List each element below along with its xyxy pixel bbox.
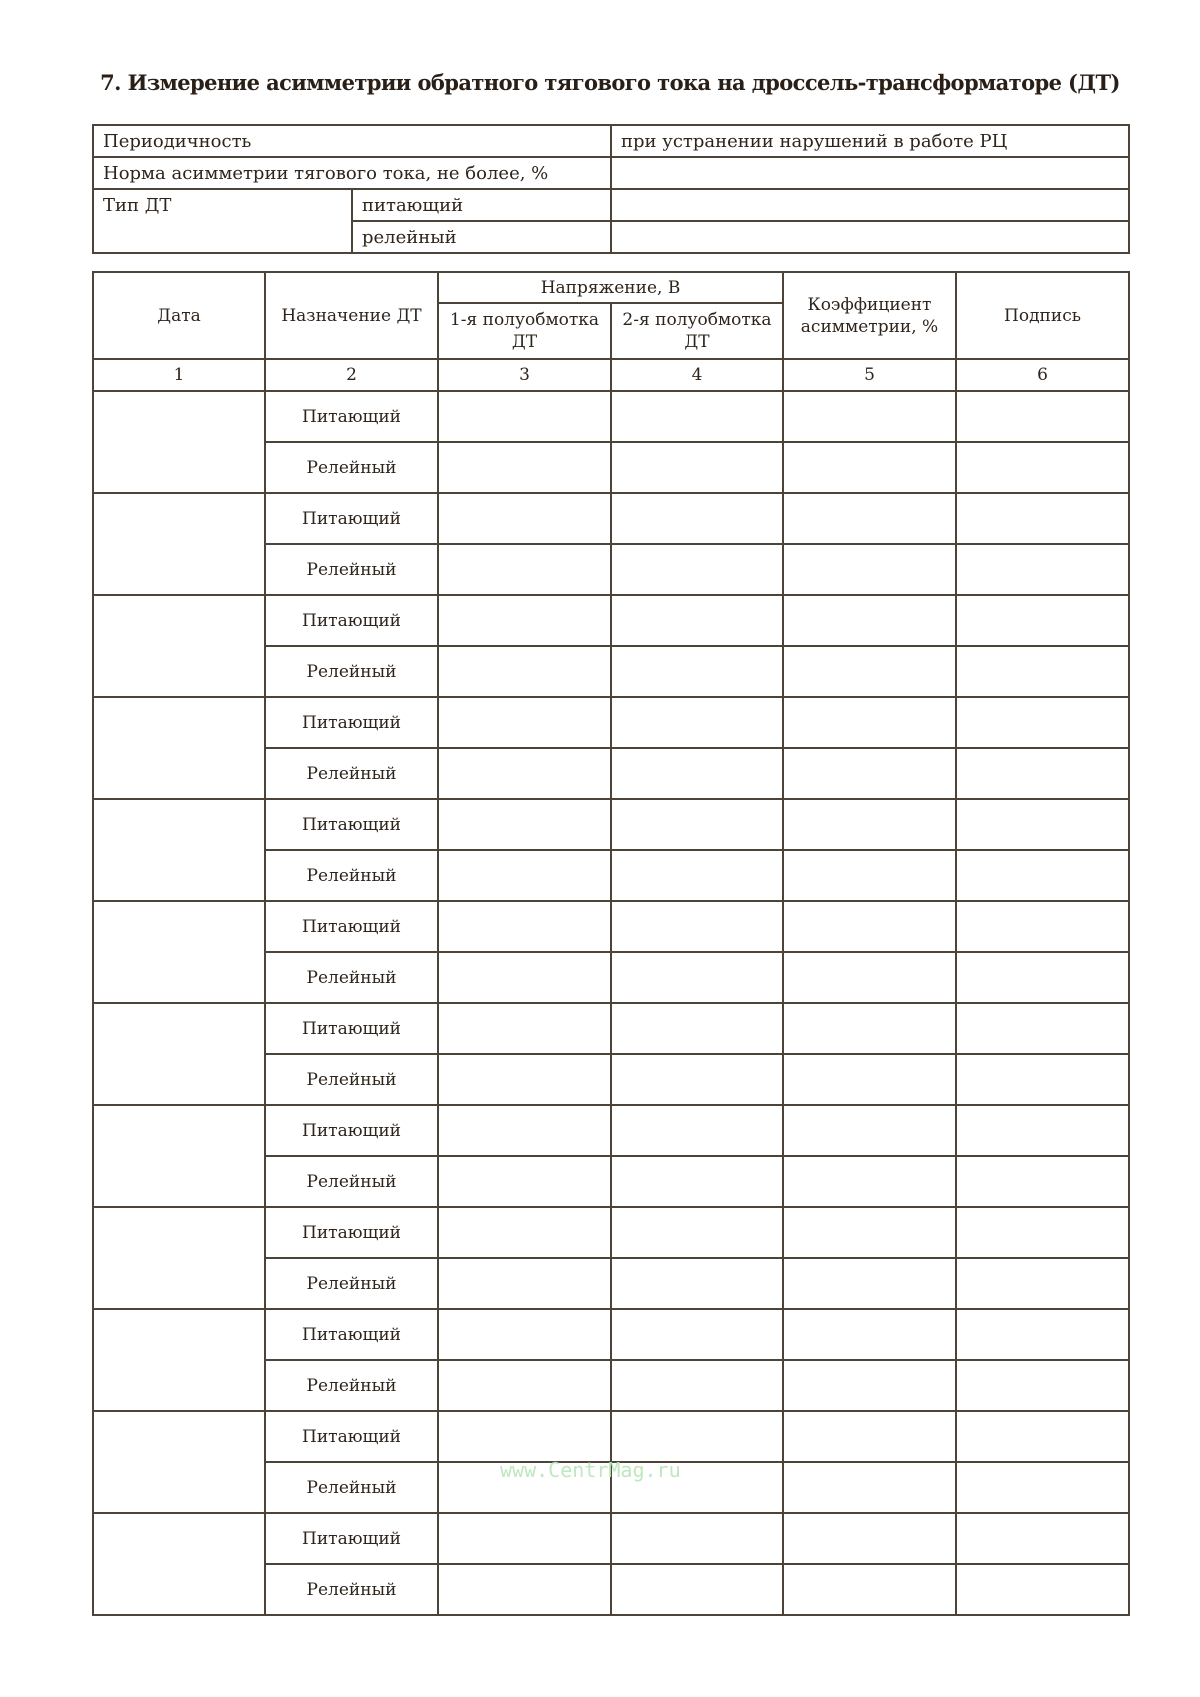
type-supply-row xyxy=(93,189,1129,221)
column-number: 5 xyxy=(783,359,956,391)
table-row xyxy=(93,799,1129,850)
norm-value[interactable] xyxy=(611,157,1129,189)
column-number: 4 xyxy=(611,359,783,391)
half2-voltage-cell[interactable] xyxy=(611,1564,783,1615)
periodicity-label: Периодичность xyxy=(93,125,611,157)
coefficient-cell[interactable] xyxy=(783,799,956,850)
purpose-supply: Питающий xyxy=(265,1207,438,1258)
signature-cell[interactable] xyxy=(956,646,1129,697)
half1-voltage-cell[interactable] xyxy=(438,799,611,850)
coefficient-cell[interactable] xyxy=(783,1564,956,1615)
purpose-relay: Релейный xyxy=(265,850,438,901)
purpose-relay: Релейный xyxy=(265,1258,438,1309)
half1-voltage-cell[interactable] xyxy=(438,1105,611,1156)
half2-voltage-cell[interactable] xyxy=(611,493,783,544)
purpose-supply: Питающий xyxy=(265,595,438,646)
half1-voltage-cell[interactable] xyxy=(438,1309,611,1360)
half1-voltage-cell[interactable] xyxy=(438,1513,611,1564)
purpose-relay: Релейный xyxy=(265,442,438,493)
half2-voltage-cell[interactable] xyxy=(611,1411,783,1462)
signature-cell[interactable] xyxy=(956,1411,1129,1462)
half2-voltage-cell[interactable] xyxy=(611,748,783,799)
purpose-relay: Релейный xyxy=(265,748,438,799)
column-number: 6 xyxy=(956,359,1129,391)
half1-voltage-cell[interactable] xyxy=(438,850,611,901)
header-half2: 2-я полуобмотка ДТ xyxy=(611,303,783,359)
purpose-relay: Релейный xyxy=(265,1054,438,1105)
type-label: Тип ДТ xyxy=(93,189,352,253)
date-cell[interactable] xyxy=(93,493,265,595)
date-cell[interactable] xyxy=(93,391,265,493)
periodicity-row xyxy=(93,125,1129,157)
half1-voltage-cell[interactable] xyxy=(438,1054,611,1105)
half2-voltage-cell[interactable] xyxy=(611,1207,783,1258)
table-row xyxy=(93,493,1129,544)
half2-voltage-cell[interactable] xyxy=(611,595,783,646)
header-coefficient: Коэффициент асимметрии, % xyxy=(783,272,956,359)
half1-voltage-cell[interactable] xyxy=(438,1411,611,1462)
date-cell[interactable] xyxy=(93,1207,265,1309)
signature-cell[interactable] xyxy=(956,799,1129,850)
signature-cell[interactable] xyxy=(956,1054,1129,1105)
date-cell[interactable] xyxy=(93,1309,265,1411)
half1-voltage-cell[interactable] xyxy=(438,748,611,799)
half1-voltage-cell[interactable] xyxy=(438,1258,611,1309)
half2-voltage-cell[interactable] xyxy=(611,850,783,901)
table-row xyxy=(93,697,1129,748)
table-row xyxy=(93,595,1129,646)
coefficient-cell[interactable] xyxy=(783,1462,956,1513)
coefficient-cell[interactable] xyxy=(783,1309,956,1360)
purpose-supply: Питающий xyxy=(265,1411,438,1462)
measurement-log-table xyxy=(92,271,1130,1616)
coefficient-cell[interactable] xyxy=(783,1513,956,1564)
signature-cell[interactable] xyxy=(956,1462,1129,1513)
purpose-relay: Релейный xyxy=(265,1462,438,1513)
coefficient-cell[interactable] xyxy=(783,1258,956,1309)
coefficient-cell[interactable] xyxy=(783,391,956,442)
type-relay-value[interactable] xyxy=(611,221,1129,253)
half2-voltage-cell[interactable] xyxy=(611,544,783,595)
header-voltage: Напряжение, В xyxy=(438,272,783,303)
table-row xyxy=(93,901,1129,952)
date-cell[interactable] xyxy=(93,1105,265,1207)
half1-voltage-cell[interactable] xyxy=(438,1156,611,1207)
purpose-relay: Релейный xyxy=(265,952,438,1003)
purpose-relay: Релейный xyxy=(265,646,438,697)
coefficient-cell[interactable] xyxy=(783,850,956,901)
half2-voltage-cell[interactable] xyxy=(611,1003,783,1054)
half1-voltage-cell[interactable] xyxy=(438,1564,611,1615)
purpose-supply: Питающий xyxy=(265,391,438,442)
purpose-supply: Питающий xyxy=(265,1105,438,1156)
column-number-row xyxy=(93,359,1129,391)
signature-cell[interactable] xyxy=(956,952,1129,1003)
coefficient-cell[interactable] xyxy=(783,595,956,646)
signature-cell[interactable] xyxy=(956,544,1129,595)
signature-cell[interactable] xyxy=(956,901,1129,952)
table-row xyxy=(93,1207,1129,1258)
purpose-supply: Питающий xyxy=(265,1309,438,1360)
signature-cell[interactable] xyxy=(956,1309,1129,1360)
coefficient-cell[interactable] xyxy=(783,1054,956,1105)
half2-voltage-cell[interactable] xyxy=(611,952,783,1003)
header-purpose: Назначение ДТ xyxy=(265,272,438,359)
half2-voltage-cell[interactable] xyxy=(611,1156,783,1207)
header-half1: 1-я полуобмотка ДТ xyxy=(438,303,611,359)
half1-voltage-cell[interactable] xyxy=(438,391,611,442)
date-cell[interactable] xyxy=(93,697,265,799)
half2-voltage-cell[interactable] xyxy=(611,697,783,748)
coefficient-cell[interactable] xyxy=(783,544,956,595)
table-row xyxy=(93,1411,1129,1462)
signature-cell[interactable] xyxy=(956,1003,1129,1054)
purpose-relay: Релейный xyxy=(265,1564,438,1615)
coefficient-cell[interactable] xyxy=(783,493,956,544)
half1-voltage-cell[interactable] xyxy=(438,1207,611,1258)
coefficient-cell[interactable] xyxy=(783,1207,956,1258)
coefficient-cell[interactable] xyxy=(783,901,956,952)
signature-cell[interactable] xyxy=(956,1360,1129,1411)
signature-cell[interactable] xyxy=(956,1207,1129,1258)
half2-voltage-cell[interactable] xyxy=(611,1513,783,1564)
half1-voltage-cell[interactable] xyxy=(438,646,611,697)
page-title: 7. Измерение асимметрии обратного тягового тока на дроссель-трансформаторе (ДТ) xyxy=(100,70,1120,95)
coefficient-cell[interactable] xyxy=(783,442,956,493)
half1-voltage-cell[interactable] xyxy=(438,442,611,493)
half1-voltage-cell[interactable] xyxy=(438,952,611,1003)
type-relay-label: релейный xyxy=(352,221,611,253)
half2-voltage-cell[interactable] xyxy=(611,1258,783,1309)
signature-cell[interactable] xyxy=(956,1564,1129,1615)
signature-cell[interactable] xyxy=(956,1105,1129,1156)
type-supply-value[interactable] xyxy=(611,189,1129,221)
header-date: Дата xyxy=(93,272,265,359)
date-cell[interactable] xyxy=(93,799,265,901)
header-row xyxy=(93,272,1129,303)
coefficient-cell[interactable] xyxy=(783,952,956,1003)
type-supply-label: питающий xyxy=(352,189,611,221)
purpose-supply: Питающий xyxy=(265,1003,438,1054)
purpose-supply: Питающий xyxy=(265,697,438,748)
purpose-relay: Релейный xyxy=(265,1360,438,1411)
purpose-supply: Питающий xyxy=(265,1513,438,1564)
purpose-supply: Питающий xyxy=(265,799,438,850)
half2-voltage-cell[interactable] xyxy=(611,1105,783,1156)
half2-voltage-cell[interactable] xyxy=(611,646,783,697)
half2-voltage-cell[interactable] xyxy=(611,442,783,493)
signature-cell[interactable] xyxy=(956,595,1129,646)
header-signature: Подпись xyxy=(956,272,1129,359)
signature-cell[interactable] xyxy=(956,1513,1129,1564)
half1-voltage-cell[interactable] xyxy=(438,1360,611,1411)
half1-voltage-cell[interactable] xyxy=(438,697,611,748)
half2-voltage-cell[interactable] xyxy=(611,1360,783,1411)
date-cell[interactable] xyxy=(93,1411,265,1513)
purpose-supply: Питающий xyxy=(265,901,438,952)
table-row xyxy=(93,1309,1129,1360)
info-table xyxy=(92,124,1130,254)
signature-cell[interactable] xyxy=(956,1258,1129,1309)
signature-cell[interactable] xyxy=(956,748,1129,799)
half2-voltage-cell[interactable] xyxy=(611,799,783,850)
half2-voltage-cell[interactable] xyxy=(611,1309,783,1360)
half1-voltage-cell[interactable] xyxy=(438,901,611,952)
coefficient-cell[interactable] xyxy=(783,1360,956,1411)
norm-row xyxy=(93,157,1129,189)
table-row xyxy=(93,1105,1129,1156)
half2-voltage-cell[interactable] xyxy=(611,901,783,952)
table-row xyxy=(93,1513,1129,1564)
column-number: 1 xyxy=(93,359,265,391)
purpose-supply: Питающий xyxy=(265,493,438,544)
half1-voltage-cell[interactable] xyxy=(438,493,611,544)
column-number: 3 xyxy=(438,359,611,391)
coefficient-cell[interactable] xyxy=(783,697,956,748)
half2-voltage-cell[interactable] xyxy=(611,1054,783,1105)
periodicity-value[interactable]: при устранении нарушений в работе РЦ xyxy=(611,125,1129,157)
column-number: 2 xyxy=(265,359,438,391)
coefficient-cell[interactable] xyxy=(783,646,956,697)
table-row xyxy=(93,1003,1129,1054)
purpose-relay: Релейный xyxy=(265,1156,438,1207)
coefficient-cell[interactable] xyxy=(783,1105,956,1156)
signature-cell[interactable] xyxy=(956,1156,1129,1207)
half2-voltage-cell[interactable] xyxy=(611,391,783,442)
date-cell[interactable] xyxy=(93,1513,265,1615)
half1-voltage-cell[interactable] xyxy=(438,1003,611,1054)
watermark: www.CentrMag.ru xyxy=(500,1458,681,1482)
date-cell[interactable] xyxy=(93,595,265,697)
signature-cell[interactable] xyxy=(956,442,1129,493)
coefficient-cell[interactable] xyxy=(783,748,956,799)
half1-voltage-cell[interactable] xyxy=(438,595,611,646)
purpose-relay: Релейный xyxy=(265,544,438,595)
table-row xyxy=(93,391,1129,442)
date-cell[interactable] xyxy=(93,901,265,1003)
signature-cell[interactable] xyxy=(956,493,1129,544)
signature-cell[interactable] xyxy=(956,850,1129,901)
coefficient-cell[interactable] xyxy=(783,1411,956,1462)
signature-cell[interactable] xyxy=(956,391,1129,442)
coefficient-cell[interactable] xyxy=(783,1156,956,1207)
norm-label: Норма асимметрии тягового тока, не более, % xyxy=(93,157,611,189)
date-cell[interactable] xyxy=(93,1003,265,1105)
half1-voltage-cell[interactable] xyxy=(438,544,611,595)
coefficient-cell[interactable] xyxy=(783,1003,956,1054)
signature-cell[interactable] xyxy=(956,697,1129,748)
